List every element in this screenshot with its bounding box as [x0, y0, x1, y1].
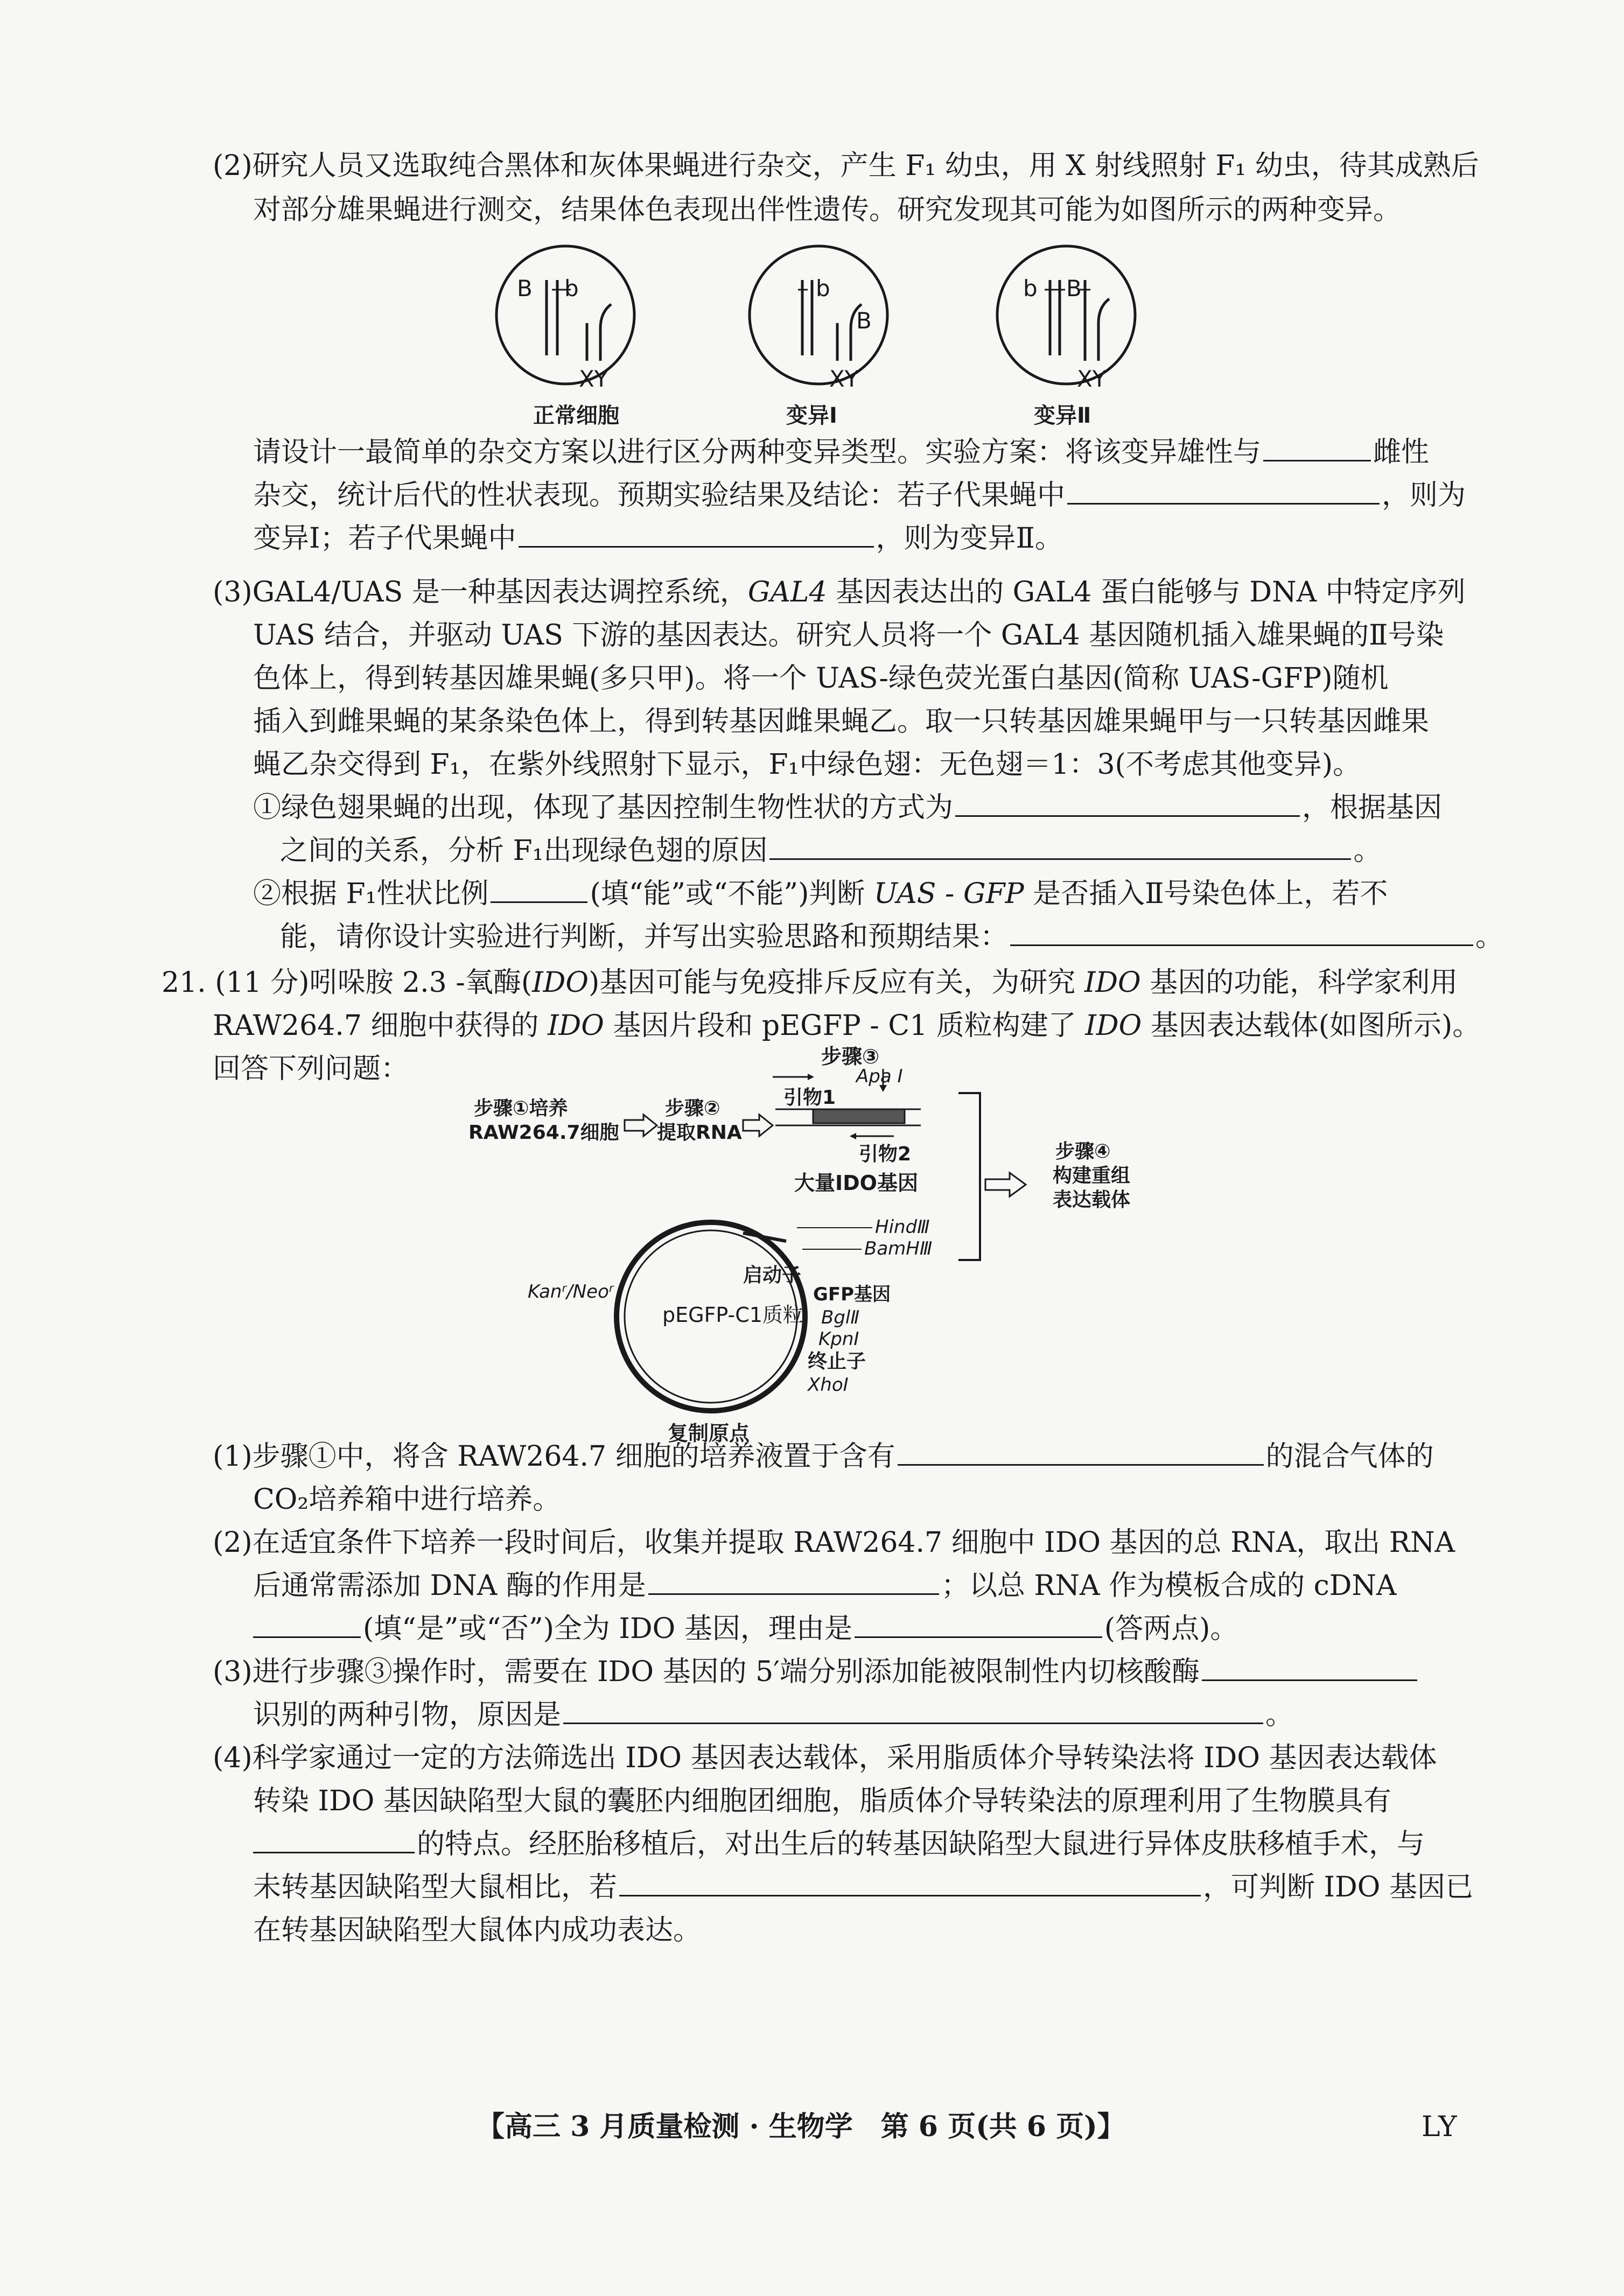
answer-blank-green-reason[interactable]	[769, 832, 1351, 860]
q21-a4-line1: (4)科学家通过一定的方法筛选出 IDO 基因表达载体，采用脂质体介导转染法将 IDO 基因表达载体	[213, 1742, 1437, 1774]
q20-3-sub1	[253, 786, 1442, 829]
q21-line1-text: 21. (11 分)吲哚胺 2.3 -氧酶(	[162, 967, 533, 999]
step3-label: 步骤③	[821, 1045, 880, 1068]
q20-3-sub1-cont	[280, 829, 1381, 872]
primer1-label: 引物1	[783, 1087, 836, 1109]
q21-line1-tail: 基因的功能，科学家利用	[1140, 967, 1458, 999]
answer-blank-membrane[interactable]	[253, 1826, 415, 1853]
bam-site-label: BamHⅢ	[864, 1238, 933, 1259]
q21-ido-4: IDO	[1085, 1010, 1142, 1042]
answer-blank-dnase[interactable]	[648, 1567, 939, 1595]
q21-a2-line2	[253, 1564, 1396, 1607]
q21-ido-3: IDO	[547, 1010, 604, 1042]
q21-ido-2: IDO	[1084, 967, 1141, 999]
answer-blank-experiment[interactable]	[1010, 919, 1473, 946]
xho-site-label: XhoⅠ	[808, 1374, 849, 1396]
q20-2-line1: (2)研究人员又选取纯合黑体和灰体果蝇进行杂交，产生 F₁ 幼虫，用 X 射线照射 F₁ 幼虫，待其成熟后	[213, 150, 1479, 182]
step4-label-c: 表达载体	[1053, 1189, 1131, 1211]
q20-3-sub1-cont-text: 之间的关系，分析 F₁出现绿色翅的原因	[280, 835, 768, 867]
answer-blank-result2[interactable]	[519, 520, 874, 548]
q21-a2-line3	[253, 1607, 1238, 1650]
q21-line1	[162, 961, 1458, 1004]
cell-normal-label-XY: XY	[579, 366, 608, 392]
q20-2-line5	[253, 517, 1063, 560]
q21-line1-mid: )基因可能与免疫排斥反应有关，为研究	[589, 967, 1084, 999]
promoter-label: 启动子	[743, 1264, 802, 1286]
cell-v2-label-XY: XY	[1077, 366, 1107, 392]
step2-label-b: 提取RNA	[657, 1122, 742, 1144]
cell-v2-label-B: B	[1066, 275, 1082, 302]
cell-v1-caption: 变异Ⅰ	[786, 403, 837, 428]
answer-blank-result1[interactable]	[1067, 477, 1380, 505]
page-footer: 【高三 3 月质量检测 · 生物学 第 6 页(共 6 页)】	[477, 2110, 1125, 2143]
step2-label-a: 步骤②	[665, 1097, 720, 1119]
q20-2-line3-tail: 雌性	[1373, 436, 1430, 468]
q20-3-sub1-tail: ，根据基因	[1302, 792, 1443, 824]
q20-2-line4-text: 杂交，统计后代的性状表现。预期实验结果及结论：若子代果蝇中	[253, 479, 1066, 512]
q20-3-sub1-text: ①绿色翅果蝇的出现，体现了基因控制生物性状的方式为	[253, 792, 954, 824]
q21-a4-line3-text: 的特点。经胚胎移植后，对出生后的转基因缺陷型大鼠进行异体皮肤移植手术，与	[417, 1828, 1425, 1860]
vector-construction-diagram	[468, 1034, 1185, 1454]
q21-a2-line1: (2)在适宜条件下培养一段时间后，收集并提取 RAW264.7 细胞中 IDO 基因的总 RNA，取出 RNA	[213, 1527, 1455, 1559]
q21-a4-line4-tail: ，可判断 IDO 基因已	[1203, 1871, 1473, 1903]
q21-a4-line2: 转染 IDO 基因缺陷型大鼠的囊胚内细胞团细胞，脂质体介导转染法的原理利用了生物膜具有	[253, 1785, 1391, 1817]
q21-a1-text: (1)步骤①中，将含 RAW264.7 细胞的培养液置于含有	[213, 1440, 895, 1473]
q21-a1-line2: CO₂培养箱中进行培养。	[253, 1483, 561, 1516]
q21-line2-tail: 基因表达载体(如图所示)。	[1142, 1010, 1481, 1042]
chromosome-diagram	[485, 242, 1185, 431]
q21-a3-text: (3)进行步骤③操作时，需要在 IDO 基因的 5′端分别添加能被限制性内切核酸酶	[213, 1656, 1200, 1688]
q21-a2-text: 后通常需添加 DNA 酶的作用是	[253, 1570, 646, 1602]
ido-gene-label: 大量IDO基因	[794, 1171, 918, 1195]
answer-blank-graft[interactable]	[619, 1869, 1201, 1896]
q20-3-line2: UAS 结合，并驱动 UAS 下游的基因表达。研究人员将一个 GAL4 基因随机插入雄果蝇的Ⅱ号染	[253, 619, 1444, 652]
q20-2-line3-text: 请设计一最简单的杂交方案以进行区分两种变异类型。实验方案：将该变异雄性与	[253, 436, 1262, 468]
step4-label-b: 构建重组	[1053, 1165, 1131, 1187]
q20-2-line5-tail: ，则为变异Ⅱ。	[876, 522, 1063, 555]
cell-normal-label-b: b	[564, 275, 579, 302]
answer-blank-gas[interactable]	[898, 1438, 1264, 1466]
kpn-site-label: KpnⅠ	[818, 1328, 859, 1350]
q21-a3-line2	[253, 1693, 1293, 1737]
primer2-label: 引物2	[859, 1143, 912, 1165]
gfp-label: GFP基因	[813, 1284, 891, 1305]
apa-label: Apa Ⅰ	[856, 1066, 903, 1087]
q21-line2-mid: 基因片段和 pEGFP - C1 质粒构建了	[604, 1010, 1086, 1042]
answer-blank-control-mode[interactable]	[955, 789, 1300, 817]
q20-3-sub1-cont-tail: 。	[1353, 835, 1382, 867]
q21-a4-line3	[253, 1823, 1425, 1866]
answer-blank-female[interactable]	[1263, 434, 1371, 461]
q21-ido-1: IDO	[532, 967, 589, 999]
q20-3-sub2-tail: 是否插入Ⅱ号染色体上，若不	[1024, 878, 1388, 910]
q21-line2-text: RAW264.7 细胞中获得的	[213, 1010, 548, 1042]
step1-label-b: RAW264.7细胞	[468, 1122, 619, 1144]
q21-line3: 回答下列问题：	[213, 1053, 409, 1085]
q21-a2-tail: ；以总 RNA 作为模板合成的 cDNA	[941, 1570, 1397, 1602]
answer-blank-enzyme[interactable]	[1202, 1654, 1417, 1681]
q20-3-sub2-cont-text: 能，请你设计实验进行判断，并写出实验思路和预期结果：	[280, 921, 1009, 953]
q20-3-sub2-mid: (填“能”或“不能”)判断	[590, 878, 874, 910]
q20-3-sub2-text: ②根据 F₁性状比例	[253, 878, 489, 910]
answer-blank-primer-reason[interactable]	[563, 1697, 1263, 1724]
q21-a4-line4-text: 未转基因缺陷型大鼠相比，若	[253, 1871, 618, 1903]
q20-2-line3	[253, 431, 1429, 474]
q20-3-line1	[213, 571, 1466, 614]
q20-3-line1-text: (3)GAL4/UAS 是一种基因表达调控系统，	[213, 576, 748, 608]
q21-a1-line1	[213, 1435, 1434, 1478]
cell-normal-label-B: B	[517, 275, 533, 302]
q20-2-line2: 对部分雄果蝇进行测交，结果体色表现出伴性遗传。研究发现其可能为如图所示的两种变异。	[253, 194, 1402, 226]
q20-3-line1-tail: 基因表达出的 GAL4 蛋白能够与 DNA 中特定序列	[827, 576, 1466, 608]
q21-a4-line5: 在转基因缺陷型大鼠体内成功表达。	[253, 1914, 702, 1947]
q20-3-line4: 插入到雌果蝇的某条染色体上，得到转基因雌果蝇乙。取一只转基因雄果蝇甲与一只转基因雌果	[253, 705, 1430, 738]
terminator-label: 终止子	[808, 1350, 866, 1373]
cell-variant-2	[997, 246, 1135, 428]
answer-blank-yes-no[interactable]	[253, 1611, 361, 1638]
cell-v1-label-XY: XY	[829, 366, 859, 392]
cell-v1-label-b: b	[816, 275, 830, 302]
step1-label-a: 步骤①培养	[474, 1097, 568, 1119]
cell-v2-caption: 变异Ⅱ	[1034, 403, 1091, 428]
bgl-site-label: BglⅡ	[821, 1307, 860, 1328]
answer-blank-reason[interactable]	[855, 1611, 1102, 1638]
kan-label: Kanʳ/Neoʳ	[528, 1281, 614, 1303]
hind-site-label: HindⅢ	[875, 1216, 930, 1238]
q20-2-line4-tail: ，则为	[1382, 479, 1466, 512]
q20-2-line5-text: 变异Ⅰ；若子代果蝇中	[253, 522, 516, 555]
q20-3-sub2-cont	[280, 915, 1503, 958]
cell-normal	[496, 246, 634, 428]
q21-a1-tail: 的混合气体的	[1265, 1440, 1434, 1473]
q21-a2-line3-text: (填“是”或“否”)全为 IDO 基因，理由是	[363, 1613, 852, 1645]
cell-normal-caption: 正常细胞	[533, 403, 619, 428]
q21-a2-line3-tail: (答两点)。	[1104, 1613, 1238, 1645]
q20-3-line5: 蝇乙杂交得到 F₁，在紫外线照射下显示，F₁中绿色翅：无色翅＝1：3(不考虑其他变异)。	[253, 748, 1361, 781]
cell-variant-1	[750, 246, 887, 428]
q20-3-sub2-cont-tail: 。	[1475, 921, 1504, 953]
q20-3-line3: 色体上，得到转基因雄果蝇(多只甲)。将一个 UAS-绿色荧光蛋白基因(简称 UAS-GFP)随机	[253, 662, 1389, 695]
q21-a3-line2-tail: 。	[1265, 1699, 1294, 1731]
answer-blank-can-judge[interactable]	[491, 876, 587, 903]
q21-a3-line1	[213, 1650, 1419, 1693]
q20-3-sub2	[253, 872, 1388, 915]
footer-code: LY	[1422, 2111, 1457, 2143]
q20-3-uas-gfp: UAS - GFP	[873, 878, 1024, 910]
cell-v2-label-b: b	[1023, 275, 1038, 302]
q21-a4-line4	[253, 1866, 1473, 1909]
plasmid-label: pEGFP-C1质粒	[662, 1303, 803, 1327]
q20-2-line4	[253, 474, 1466, 517]
q20-3-gal4: GAL4	[747, 576, 827, 608]
q21-a3-line2-text: 识别的两种引物，原因是	[253, 1699, 562, 1731]
step4-label-a: 步骤④	[1055, 1140, 1111, 1163]
cell-v1-label-B: B	[856, 307, 872, 334]
ori-label: 复制原点	[668, 1422, 750, 1445]
